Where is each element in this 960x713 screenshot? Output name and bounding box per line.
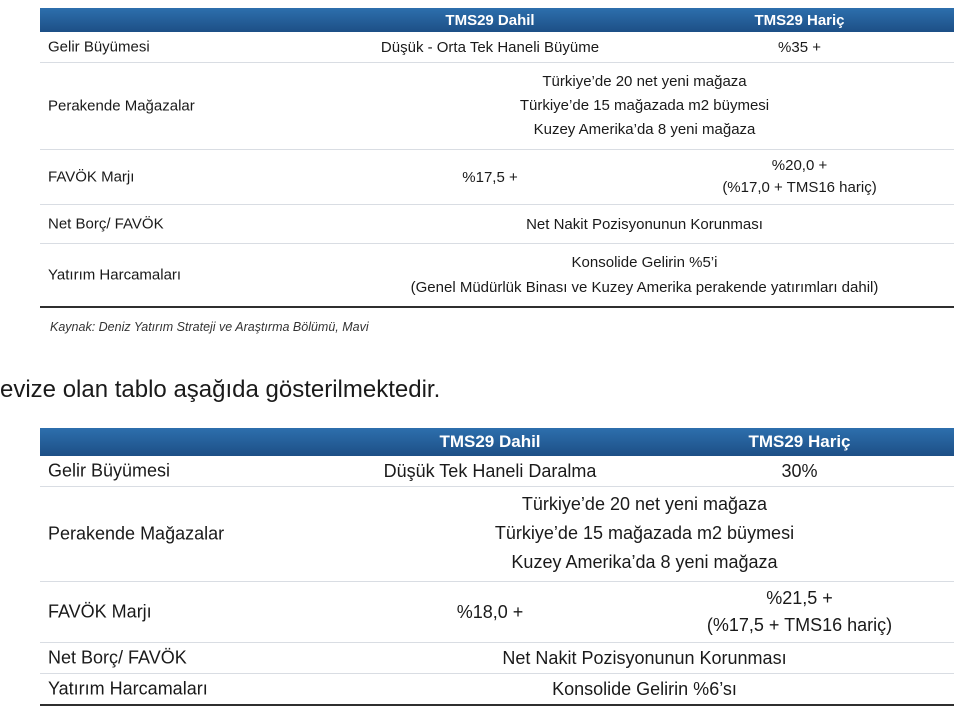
header-tms29-haric: TMS29 Hariç	[748, 432, 851, 451]
cell-merged	[335, 250, 954, 300]
cell-merged	[335, 490, 954, 577]
cell-line: Türkiye’de 15 mağazada m2 büymesi	[494, 523, 795, 543]
table-row	[40, 487, 954, 582]
cell-haric: 30%	[781, 460, 818, 481]
cell-dahil: %17,5 +	[462, 168, 518, 186]
table-row	[40, 643, 954, 674]
table-row	[40, 582, 954, 643]
cell-line: Türkiye’de 20 net yeni mağaza	[542, 73, 747, 90]
header-tms29-dahil: TMS29 Dahil	[439, 432, 541, 451]
cell-line: Türkiye’de 20 net yeni mağaza	[521, 494, 768, 514]
cell-line: Konsolide Gelirin %5’i	[571, 254, 718, 271]
row-label: FAVÖK Marjı	[48, 168, 135, 186]
table-row	[40, 205, 954, 244]
guidance-table-1	[40, 8, 954, 308]
table-header	[40, 428, 954, 456]
header-tms29-haric: TMS29 Hariç	[754, 11, 845, 29]
cell-merged	[335, 70, 954, 142]
guidance-table-2	[40, 428, 954, 706]
header-tms29-dahil: TMS29 Dahil	[445, 11, 535, 29]
table-row	[40, 32, 954, 63]
cell-line: (Genel Müdürlük Binası ve Kuzey Amerika perakende yatırımları dahil)	[410, 279, 879, 296]
table-row	[40, 244, 954, 308]
cell-dahil: Düşük - Orta Tek Haneli Büyüme	[380, 38, 600, 56]
cell-merged: Net Nakit Pozisyonunun Korunması	[526, 215, 763, 233]
row-label: Net Borç/ FAVÖK	[48, 647, 187, 668]
row-label: Yatırım Harcamaları	[48, 678, 208, 699]
row-label: Gelir Büyümesi	[48, 38, 150, 56]
cell-line: Türkiye’de 15 mağazada m2 büymesi	[519, 97, 770, 114]
row-label: Yatırım Harcamaları	[48, 266, 182, 284]
table-row	[40, 150, 954, 205]
row-label: Gelir Büyümesi	[48, 460, 171, 481]
cell-merged: Net Nakit Pozisyonunun Korunması	[502, 647, 787, 668]
table-row	[40, 456, 954, 487]
cell-line: %21,5 +	[766, 588, 833, 608]
row-label: Net Borç/ FAVÖK	[48, 215, 164, 233]
cell-line: Kuzey Amerika’da 8 yeni mağaza	[533, 121, 756, 138]
cell-line: (%17,5 + TMS16 hariç)	[706, 615, 893, 635]
row-label: Perakende Mağazalar	[48, 97, 195, 115]
cell-line: Kuzey Amerika’da 8 yeni mağaza	[511, 552, 778, 572]
table-header	[40, 8, 954, 32]
cell-haric	[645, 585, 954, 639]
cell-merged: Konsolide Gelirin %6’sı	[552, 678, 737, 699]
table-row	[40, 63, 954, 150]
row-label: Perakende Mağazalar	[48, 523, 225, 544]
paragraph-text: evize olan tablo aşağıda gösterilmektedir.	[0, 376, 441, 403]
cell-line: %20,0 +	[771, 157, 828, 174]
cell-dahil: %18,0 +	[456, 601, 524, 622]
cell-dahil: Düşük Tek Haneli Daralma	[383, 460, 597, 481]
cell-haric	[645, 155, 954, 199]
cell-line: (%17,0 + TMS16 hariç)	[722, 179, 877, 196]
cell-haric: %35 +	[778, 38, 821, 56]
row-label: FAVÖK Marjı	[48, 601, 152, 622]
table-row	[40, 674, 954, 706]
source-note: Kaynak: Deniz Yatırım Strateji ve Araştırma Bölümü, Mavi	[50, 320, 369, 334]
